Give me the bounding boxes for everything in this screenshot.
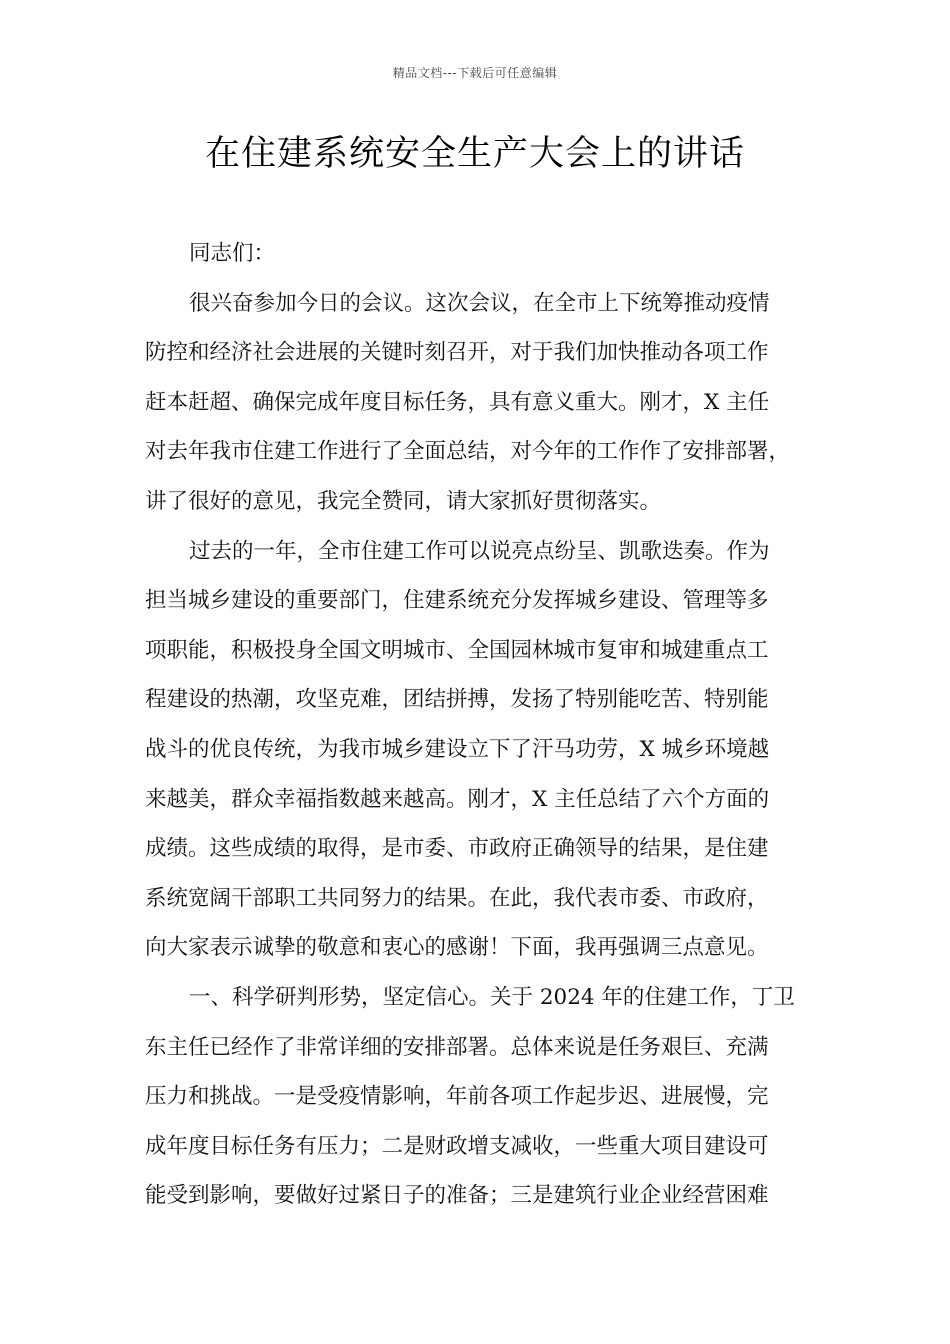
paragraph-line: 过去的一年，全市住建工作可以说亮点纷呈、凯歌迭奏。作为 bbox=[189, 538, 770, 564]
document-body bbox=[145, 229, 805, 1221]
page-header: 精品文档---下载后可任意编辑 bbox=[392, 66, 558, 80]
paragraph-line: 程建设的热潮，攻坚克难，团结拼搏，发扬了特别能吃苦、特别能 bbox=[145, 687, 769, 713]
paragraph-line: 来越美，群众幸福指数越来越高。刚才，X 主任总结了六个方面的 bbox=[145, 786, 770, 812]
paragraph-line: 东主任已经作了非常详细的安排部署。总体来说是任务艰巨、充满 bbox=[145, 1034, 769, 1060]
paragraph-line: 压力和挑战。一是受疫情影响，年前各项工作起步迟、进展慢，完 bbox=[145, 1084, 769, 1110]
paragraph-line: 成年度目标任务有压力；二是财政增支减收，一些重大项目建设可 bbox=[145, 1133, 769, 1159]
salutation: 同志们： bbox=[189, 241, 276, 266]
paragraph-line: 赶本赶超、确保完成年度目标任务，具有意义重大。刚才，X 主任 bbox=[145, 389, 770, 415]
paragraph-line: 能受到影响，要做好过紧日子的准备；三是建筑行业企业经营困难 bbox=[145, 1183, 769, 1209]
paragraph-line: 防控和经济社会进展的关键时刻召开，对于我们加快推动各项工作 bbox=[145, 340, 769, 366]
paragraph-line: 向大家表示诚挚的敬意和衷心的感谢！下面，我再强调三点意见。 bbox=[145, 935, 769, 961]
paragraph-line: 战斗的优良传统，为我市城乡建设立下了汗马功劳，X 城乡环境越 bbox=[145, 736, 770, 762]
paragraph-line: 一、科学研判形势，坚定信心。关于 2024 年的住建工作，丁卫 bbox=[189, 984, 795, 1010]
document-title: 在住建系统安全生产大会上的讲话 bbox=[204, 134, 745, 174]
paragraph-line: 项职能，积极投身全国文明城市、全国园林城市复审和城建重点工 bbox=[145, 637, 769, 663]
paragraph-line: 讲了很好的意见，我完全赞同，请大家抓好贯彻落实。 bbox=[145, 488, 662, 514]
paragraph-line: 担当城乡建设的重要部门，住建系统充分发挥城乡建设、管理等多 bbox=[145, 588, 769, 614]
paragraph-line: 很兴奋参加今日的会议。这次会议，在全市上下统筹推动疫情 bbox=[189, 290, 770, 316]
paragraph-line: 成绩。这些成绩的取得，是市委、市政府正确领导的结果，是住建 bbox=[145, 836, 769, 862]
paragraph-line: 对去年我市住建工作进行了全面总结，对今年的工作作了安排部署， bbox=[145, 439, 791, 465]
paragraph-line: 系统宽阔干部职工共同努力的结果。在此，我代表市委、市政府， bbox=[145, 885, 769, 911]
